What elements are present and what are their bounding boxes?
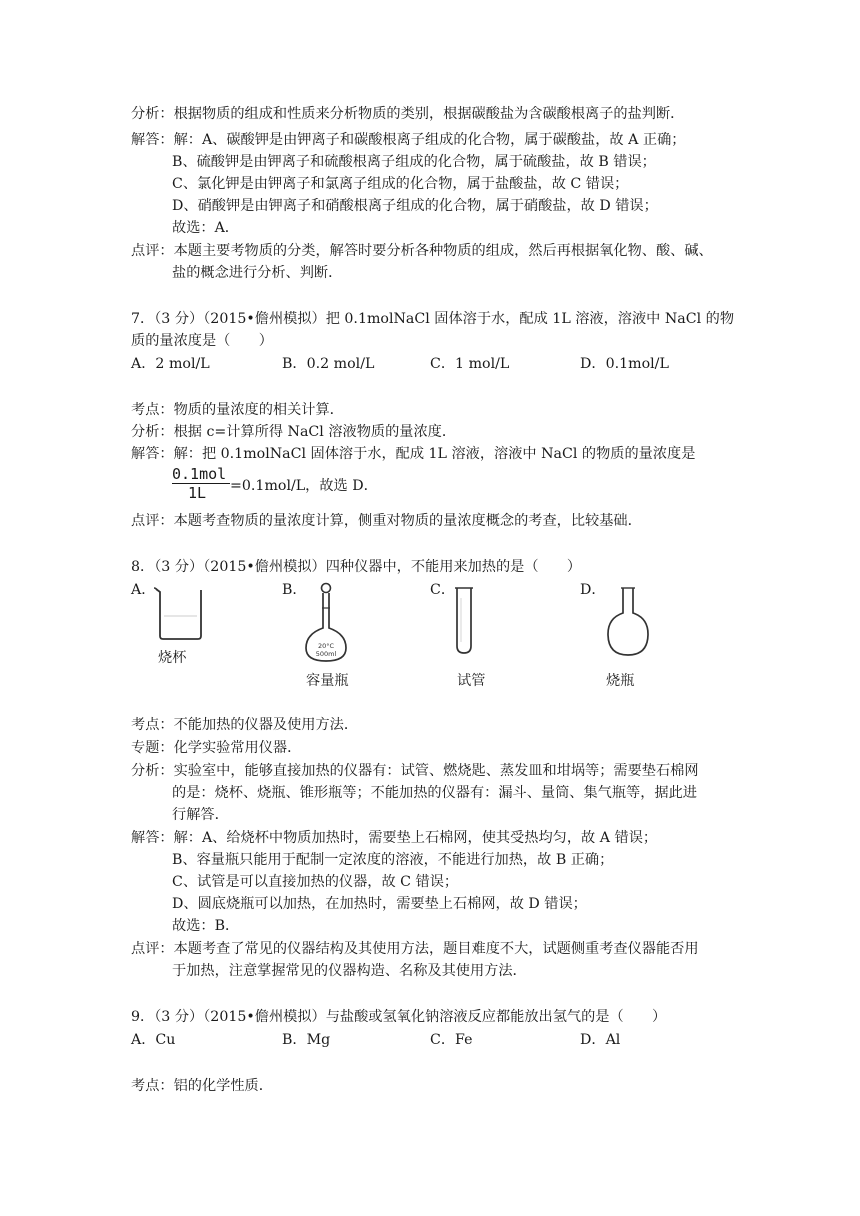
beaker-icon xyxy=(150,586,212,642)
q6-comment-line: 点评：本题主要考物质的分类，解答时要分析各种物质的组成，然后再根据氧化物、酸、碱、 xyxy=(131,243,713,259)
q6-answer-line: D、硝酸钾是由钾离子和硝酸根离子组成的化合物，属于硝酸盐，故 D 错误； xyxy=(172,198,658,214)
q9-option-c: C．Fe xyxy=(430,1032,473,1048)
q6-analysis-line: 分析：根据物质的组成和性质来分析物质的类别，根据碳酸盐为含碳酸根离子的盐判断． xyxy=(131,106,685,122)
q8-option-c: C． xyxy=(430,582,456,598)
q8-zhuanti: 专题：化学实验常用仪器． xyxy=(131,740,302,756)
q7-option-a: A．2 mol/L xyxy=(131,356,210,372)
q6-answer-line: B、硫酸钾是由钾离子和硫酸根离子组成的化合物，属于硫酸盐，故 B 错误； xyxy=(172,154,656,170)
q6-comment-line: 盐的概念进行分析、判断． xyxy=(172,265,343,281)
q7-stem: 7．（3 分）（2015•儋州模拟）把 0.1molNaCl 固体溶于水，配成 1L 溶液，溶液中 NaCl 的物 xyxy=(131,311,735,327)
q9-option-d: D．Al xyxy=(580,1032,621,1048)
q8-jieda: B、容量瓶只能用于配制一定浓度的溶液，不能进行加热，故 B 正确； xyxy=(172,852,614,868)
q7-fenxi: 分析：根据 c=计算所得 NaCl 溶液物质的量浓度． xyxy=(131,424,457,440)
q9-option-a: A．Cu xyxy=(131,1032,176,1048)
q8-kaodian: 考点：不能加热的仪器及使用方法． xyxy=(131,717,359,733)
caption-volumetric-flask: 容量瓶 xyxy=(306,673,349,689)
q6-answer-line: 故选：A． xyxy=(172,220,239,236)
caption-beaker: 烧杯 xyxy=(158,650,187,666)
q7-stem: 质的量浓度是（ ） xyxy=(131,333,273,349)
flask-label-temp: 20°C xyxy=(317,642,335,650)
caption-test-tube: 试管 xyxy=(457,673,486,689)
q8-stem: 8．（3 分）（2015•儋州模拟）四种仪器中，不能用来加热的是（ ） xyxy=(131,559,582,575)
fraction-denominator: 1L xyxy=(188,484,207,502)
q8-jieda: 解答：解：A、给烧杯中物质加热时，需要垫上石棉网，使其受热均匀，故 A 错误； xyxy=(131,830,658,846)
volumetric-flask-icon xyxy=(300,582,352,664)
q7-option-d: D．0.1mol/L xyxy=(580,356,669,372)
flask-label-volume: 500ml xyxy=(315,650,337,658)
q8-fenxi: 行解答． xyxy=(172,807,229,823)
q8-dianping: 于加热，注意掌握常见的仪器构造、名称及其使用方法． xyxy=(172,963,527,979)
q7-jieda-result: =0.1mol/L，故选 D． xyxy=(230,478,378,494)
q8-option-a: A． xyxy=(131,582,156,598)
q9-option-b: B．Mg xyxy=(282,1032,331,1048)
q7-dianping: 点评：本题考查物质的量浓度计算，侧重对物质的量浓度概念的考查，比较基础． xyxy=(131,513,642,529)
q8-jieda: C、试管是可以直接加热的仪器，故 C 错误； xyxy=(172,874,459,890)
q8-option-b: B． xyxy=(282,582,307,598)
fraction-numerator: 0.1mol xyxy=(172,465,227,483)
round-bottom-flask-icon xyxy=(604,586,652,658)
q9-stem: 9．（3 分）（2015•儋州模拟）与盐酸或氢氧化钠溶液反应都能放出氢气的是（ ） xyxy=(131,1009,667,1025)
test-tube-icon xyxy=(452,586,476,656)
q8-option-d: D． xyxy=(580,582,606,598)
q8-fenxi: 分析：实验室中，能够直接加热的仪器有：试管、燃烧匙、蒸发皿和坩埚等；需要垫石棉网 xyxy=(131,763,699,779)
q9-kaodian: 考点：铝的化学性质． xyxy=(131,1078,273,1094)
q7-kaodian: 考点：物质的量浓度的相关计算． xyxy=(131,402,344,418)
q6-answer-line: C、氯化钾是由钾离子和氯离子组成的化合物，属于盐酸盐，故 C 错误； xyxy=(172,176,629,192)
q8-fenxi: 的是：烧杯、烧瓶、锥形瓶等；不能加热的仪器有：漏斗、量筒、集气瓶等，据此进 xyxy=(172,785,697,801)
q7-option-b: B．0.2 mol/L xyxy=(282,356,375,372)
caption-round-bottom-flask: 烧瓶 xyxy=(606,673,635,689)
q8-jieda: D、圆底烧瓶可以加热，在加热时，需要垫上石棉网，故 D 错误； xyxy=(172,896,587,912)
q7-option-c: C．1 mol/L xyxy=(430,356,510,372)
fraction-expression xyxy=(172,466,232,501)
q7-jieda: 解答：解：把 0.1molNaCl 固体溶于水，配成 1L 溶液，溶液中 NaCl 的物质的量浓度是 xyxy=(131,446,696,462)
q8-jieda: 故选：B． xyxy=(172,918,240,934)
q6-answer-line: 解答：解：A、碳酸钾是由钾离子和碳酸根离子组成的化合物，属于碳酸盐，故 A 正确； xyxy=(131,132,686,148)
q8-dianping: 点评：本题考查了常见的仪器结构及其使用方法，题目难度不大，试题侧重考查仪器能否用 xyxy=(131,941,699,957)
